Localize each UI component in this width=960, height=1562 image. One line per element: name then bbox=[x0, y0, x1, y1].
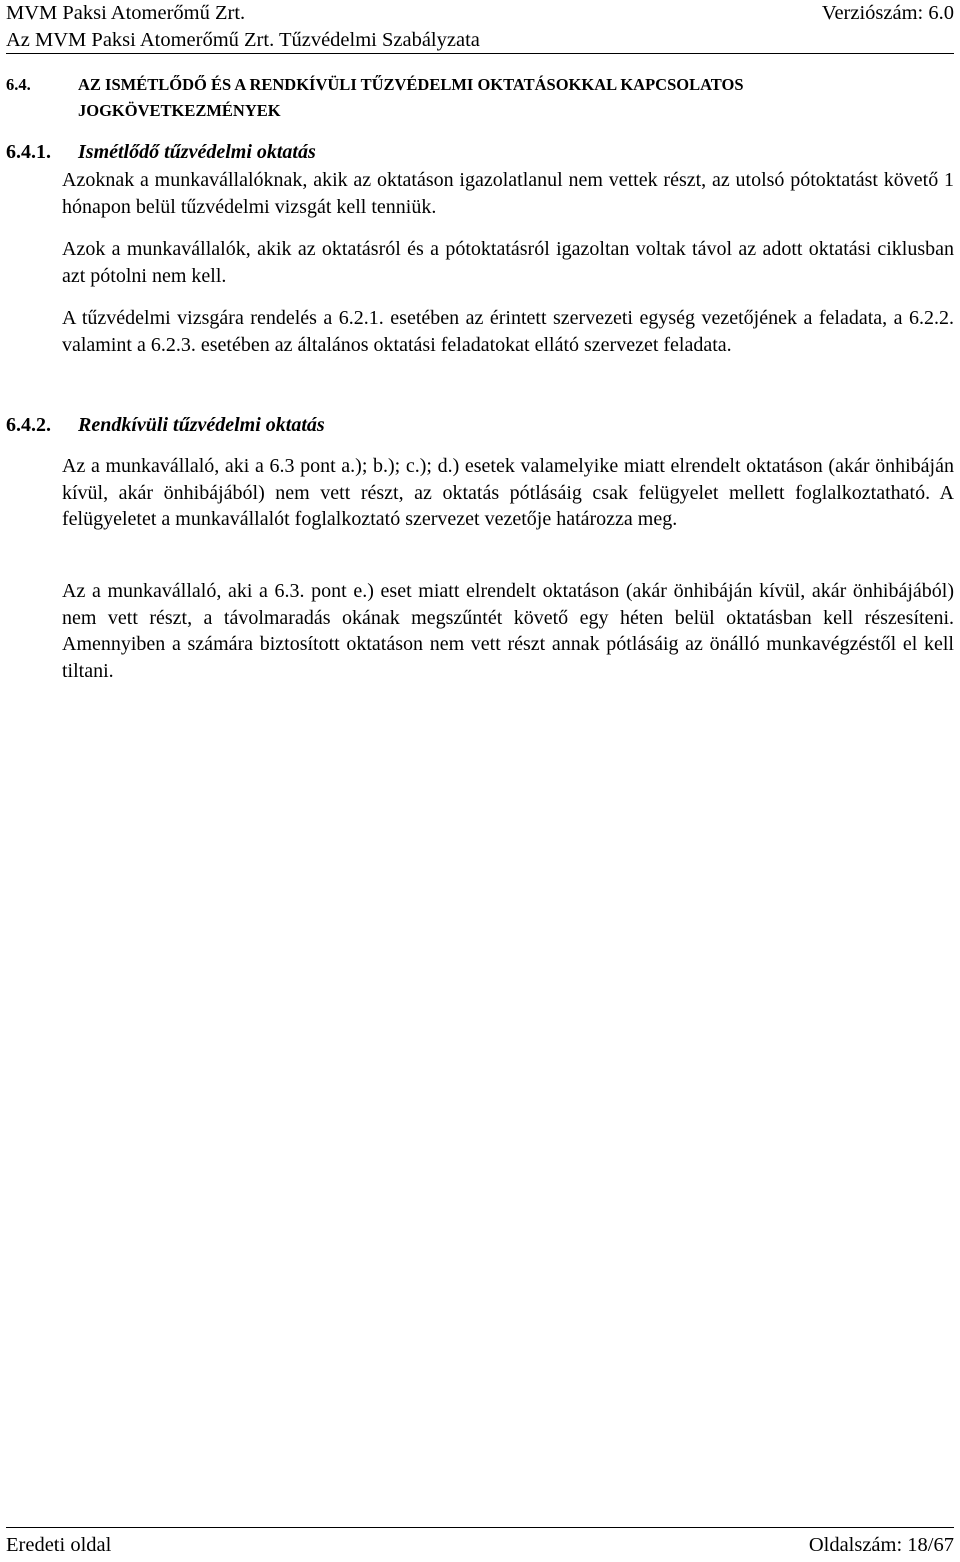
section-title-line1: AZ ISMÉTLŐDŐ ÉS A RENDKÍVÜLI TŰZVÉDELMI OKTATÁSOKKAL KAPCSOLATOS bbox=[78, 75, 744, 94]
page-header-top bbox=[6, 1, 954, 25]
subsection-number: 6.4.2. bbox=[6, 414, 51, 436]
footer-left: Eredeti oldal bbox=[6, 1534, 112, 1556]
subsection-heading-2 bbox=[6, 412, 325, 438]
section-title-line2: JOGKÖVETKEZMÉNYEK bbox=[78, 101, 281, 120]
page-number: Oldalszám: 18/67 bbox=[808, 1534, 954, 1556]
page-footer bbox=[6, 1527, 954, 1562]
subsection-title: Rendkívüli tűzvédelmi oktatás bbox=[78, 414, 325, 436]
header-document-title: Az MVM Paksi Atomerőmű Zrt. Tűzvédelmi Szabályzata bbox=[6, 29, 480, 51]
paragraph: Az a munkavállaló, aki a 6.3 pont a.); b.); c.); d.) esetek valamelyike miatt elrendelt oktatáson (akár önhibáján kívül, akár önhibájából) nem vett részt, az oktatás pótlásáig csak felügyelet mellett foglalkoztatható. A felügyeletet a munkavállalót foglalkoztató szervezet vezetője határozza meg. bbox=[62, 455, 954, 530]
subsection-number: 6.4.1. bbox=[6, 141, 51, 163]
paragraph: A tűzvédelmi vizsgára rendelés a 6.2.1. esetében az érintett szervezeti egység vezetőjének a feladata, a 6.2.2. valamint a 6.2.3. esetében az általános oktatási feladatokat ellátó szervezet feladata. bbox=[62, 307, 954, 356]
subsection-heading-1 bbox=[6, 139, 316, 165]
subsection-title: Ismétlődő tűzvédelmi oktatás bbox=[78, 141, 316, 163]
header-company: MVM Paksi Atomerőmű Zrt. bbox=[6, 2, 246, 24]
paragraph: Az a munkavállaló, aki a 6.3. pont e.) eset miatt elrendelt oktatáson (akár önhibáján kívül, akár önhibájából) nem vett részt, a távolmaradás okának megszűntét követő egy héten belül oktatásban kell részesíteni. Amennyiben a számára biztosított oktatáson nem vett részt annak pótlásáig az önálló munkavégzéstől el kell tiltani. bbox=[62, 580, 954, 682]
paragraph: Azoknak a munkavállalóknak, akik az oktatáson igazolatlanul nem vettek részt, az utolsó pótoktatást követő 1 hónapon belül tűzvédelmi vizsgát kell tenniük. bbox=[62, 169, 954, 218]
section-number: 6.4. bbox=[6, 75, 31, 94]
header-version: Verziószám: 6.0 bbox=[821, 2, 954, 24]
page-header-title bbox=[6, 28, 954, 54]
section-heading bbox=[6, 72, 954, 124]
paragraph: Azok a munkavállalók, akik az oktatásról és a pótoktatásról igazoltan voltak távol az adott oktatási ciklusban azt pótolni nem kell. bbox=[62, 238, 954, 287]
